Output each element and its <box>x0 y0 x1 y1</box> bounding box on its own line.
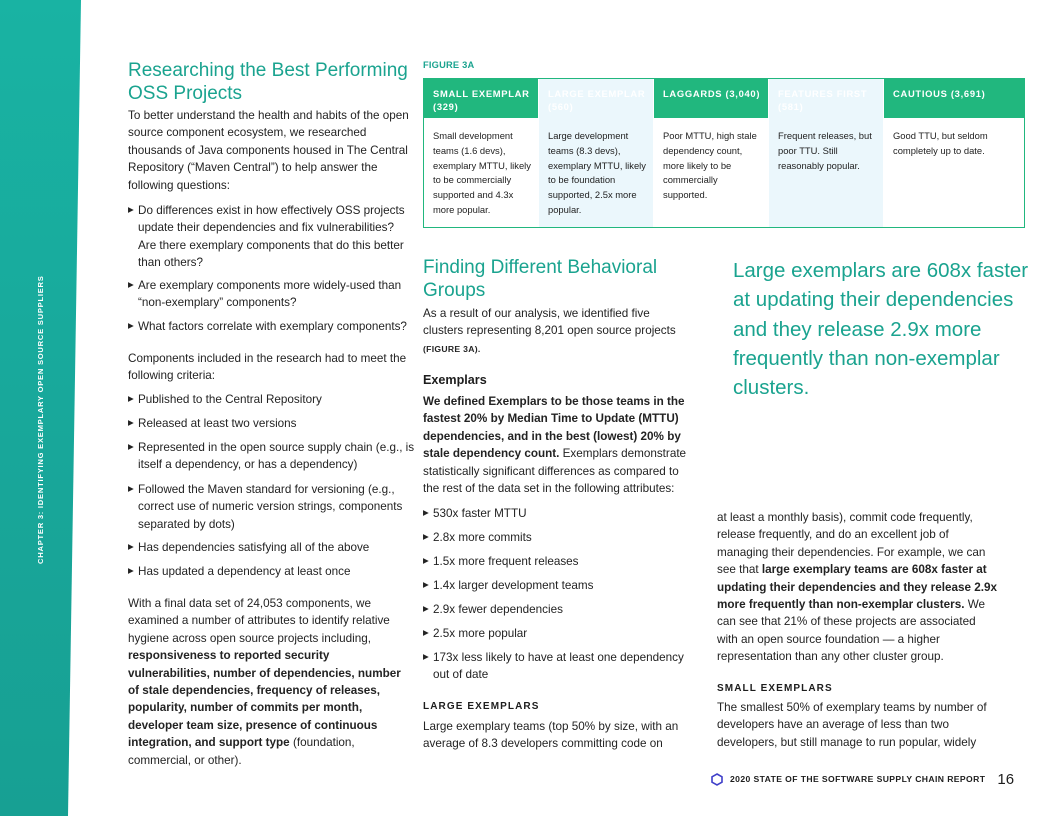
cluster-description: Large development teams (8.3 devs), exemplary MTTU, likely to be foundation supported, 2.5x more popular. <box>548 130 646 215</box>
criteria-item: ▶ Released at least two versions <box>128 415 410 432</box>
exemplars-bold: We defined Exemplars to be those teams in the fastest 20% by Median Time to Update (MTTU) dependencies, and in the best (lowest) 20% by stale dependency count. <box>423 395 685 461</box>
attribute-item: ▶ 2.9x fewer dependencies <box>423 601 708 618</box>
continued-lead: at least a monthly basis), commit code frequently, release frequently, and do an excellent job of managing their dependencies. For example, we can see that <box>717 511 986 577</box>
attribute-item: ▶ 1.4x larger development teams <box>423 577 708 594</box>
small-exemplars-heading: SMALL EXEMPLARS <box>717 683 833 694</box>
attribute-item: ▶ 173x less likely to have at least one dependency out of date <box>423 649 703 684</box>
cluster-description: Poor MTTU, high stale dependency count, more likely to be commercially supported. <box>663 130 757 201</box>
criteria-item: ▶ Published to the Central Repository <box>128 391 410 408</box>
cluster-column <box>539 79 653 227</box>
cluster-column <box>654 79 768 227</box>
column-divider <box>768 79 769 118</box>
question-item: ▶ Are exemplary components more widely-used than “non-exemplary” components? <box>128 277 410 312</box>
cluster-header: LARGE EXEMPLAR (560) <box>548 88 646 112</box>
cluster-header: FEATURES FIRST (581) <box>778 88 868 112</box>
hexagon-icon <box>711 773 723 786</box>
question-item: ▶ What factors correlate with exemplary components? <box>128 318 423 335</box>
exemplars-heading: Exemplars <box>423 373 487 387</box>
attribute-item: ▶ 2.5x more popular <box>423 625 708 642</box>
report-title: 2020 STATE OF THE SOFTWARE SUPPLY CHAIN REPORT <box>730 774 986 784</box>
figure-3a-table <box>423 78 1025 228</box>
cluster-column <box>884 79 1024 227</box>
cluster-header: LAGGARDS (3,040) <box>663 88 761 99</box>
column-divider <box>538 79 539 118</box>
criteria-item: ▶ Represented in the open source supply chain (e.g., is itself a dependency, or has a dependency) <box>128 439 423 474</box>
chapter-label: CHAPTER 3: IDENTIFYING EXEMPLARY OPEN SOURCE SUPPLIERS <box>36 275 45 564</box>
attribute-item: ▶ 1.5x more frequent releases <box>423 553 708 570</box>
continued-bold: large exemplary teams are 608x faster at updating their dependencies and they release 2.9x more frequently than non-exemplar clusters. <box>717 563 997 612</box>
cluster-column <box>424 79 538 227</box>
column-divider <box>653 79 654 118</box>
large-exemplars-heading: LARGE EXEMPLARS <box>423 701 540 712</box>
exemplars-tail: Exemplars demonstrate statistically significant differences as compared to the rest of the data set in the following attributes: <box>423 447 687 496</box>
large-exemplars-text: Large exemplary teams (top 50% by size, with an average of 8.3 developers committing code on <box>423 720 679 751</box>
cluster-description: Frequent releases, but poor TTU. Still reasonably popular. <box>778 130 872 171</box>
groups-intro-text: As a result of our analysis, we identified five clusters representing 8,201 open source projects <box>423 307 676 338</box>
cluster-description: Small development teams (1.6 devs), exemplary MTTU, likely to be commercially supported and 4.3x more popular. <box>433 130 531 215</box>
cluster-header: CAUTIOUS (3,691) <box>893 88 986 99</box>
groups-intro <box>423 305 693 358</box>
dataset-tail: (foundation, commercial, or other). <box>128 736 355 767</box>
figure-label: FIGURE 3A <box>423 60 475 70</box>
criteria-item: ▶ Has dependencies satisfying all of the above <box>128 539 410 556</box>
small-exemplars-text: The smallest 50% of exemplary teams by number of developers have an average of less than two developers, but still manage to run popular, widely <box>717 701 987 749</box>
large-exemplars-continued <box>717 509 997 666</box>
attribute-item: ▶ 530x faster MTTU <box>423 505 708 522</box>
cluster-header: SMALL EXEMPLAR (329) <box>433 88 530 112</box>
criteria-item: ▶ Has updated a dependency at least once <box>128 563 410 580</box>
figure-reference: (FIGURE 3A). <box>423 343 481 354</box>
attribute-item: ▶ 2.8x more commits <box>423 529 708 546</box>
section-heading-groups: Finding Different Behavioral Groups <box>423 257 658 301</box>
question-item: ▶ Do differences exist in how effectively OSS projects update their dependencies and fix vulnerabilities? Are there exemplary components that do this better than others? <box>128 202 410 272</box>
page-number: 16 <box>997 770 1015 788</box>
continued-tail: We can see that 21% of these projects are associated with an open source foundation — a higher representation than any other cluster group. <box>717 598 986 664</box>
intro-paragraph: To better understand the health and habits of the open source component ecosystem, we researched thousands of Java components housed in The Central Repository (“Maven Central”) to help answer the following questions: <box>128 109 409 192</box>
cluster-description: Good TTU, but seldom completely up to date. <box>893 130 988 156</box>
section-heading-research: Researching the Best Performing OSS Projects <box>128 60 408 104</box>
criteria-item: ▶ Followed the Maven standard for versioning (e.g., correct use of numeric version strings, components separated by dots) <box>128 481 423 533</box>
page-footer <box>711 769 1014 789</box>
criteria-intro: Components included in the research had to meet the following criteria: <box>128 352 407 383</box>
dataset-lead: With a final data set of 24,053 components, we examined a number of attributes to identify relative hygiene across open source projects including, <box>128 597 390 645</box>
dataset-bold: responsiveness to reported security vulnerabilities, number of dependencies, number of stale dependencies, frequency of releases, popularity, number of commits per month, developer team size, presence of continuous integration, and support type <box>128 649 401 750</box>
pull-quote: Large exemplars are 608x faster at updating their dependencies and they release 2.9x more frequently than non-exemplar clusters. <box>733 259 1029 400</box>
column-divider <box>883 79 884 118</box>
dataset-paragraph <box>128 595 408 769</box>
cluster-column <box>769 79 883 227</box>
exemplars-definition <box>423 393 695 497</box>
